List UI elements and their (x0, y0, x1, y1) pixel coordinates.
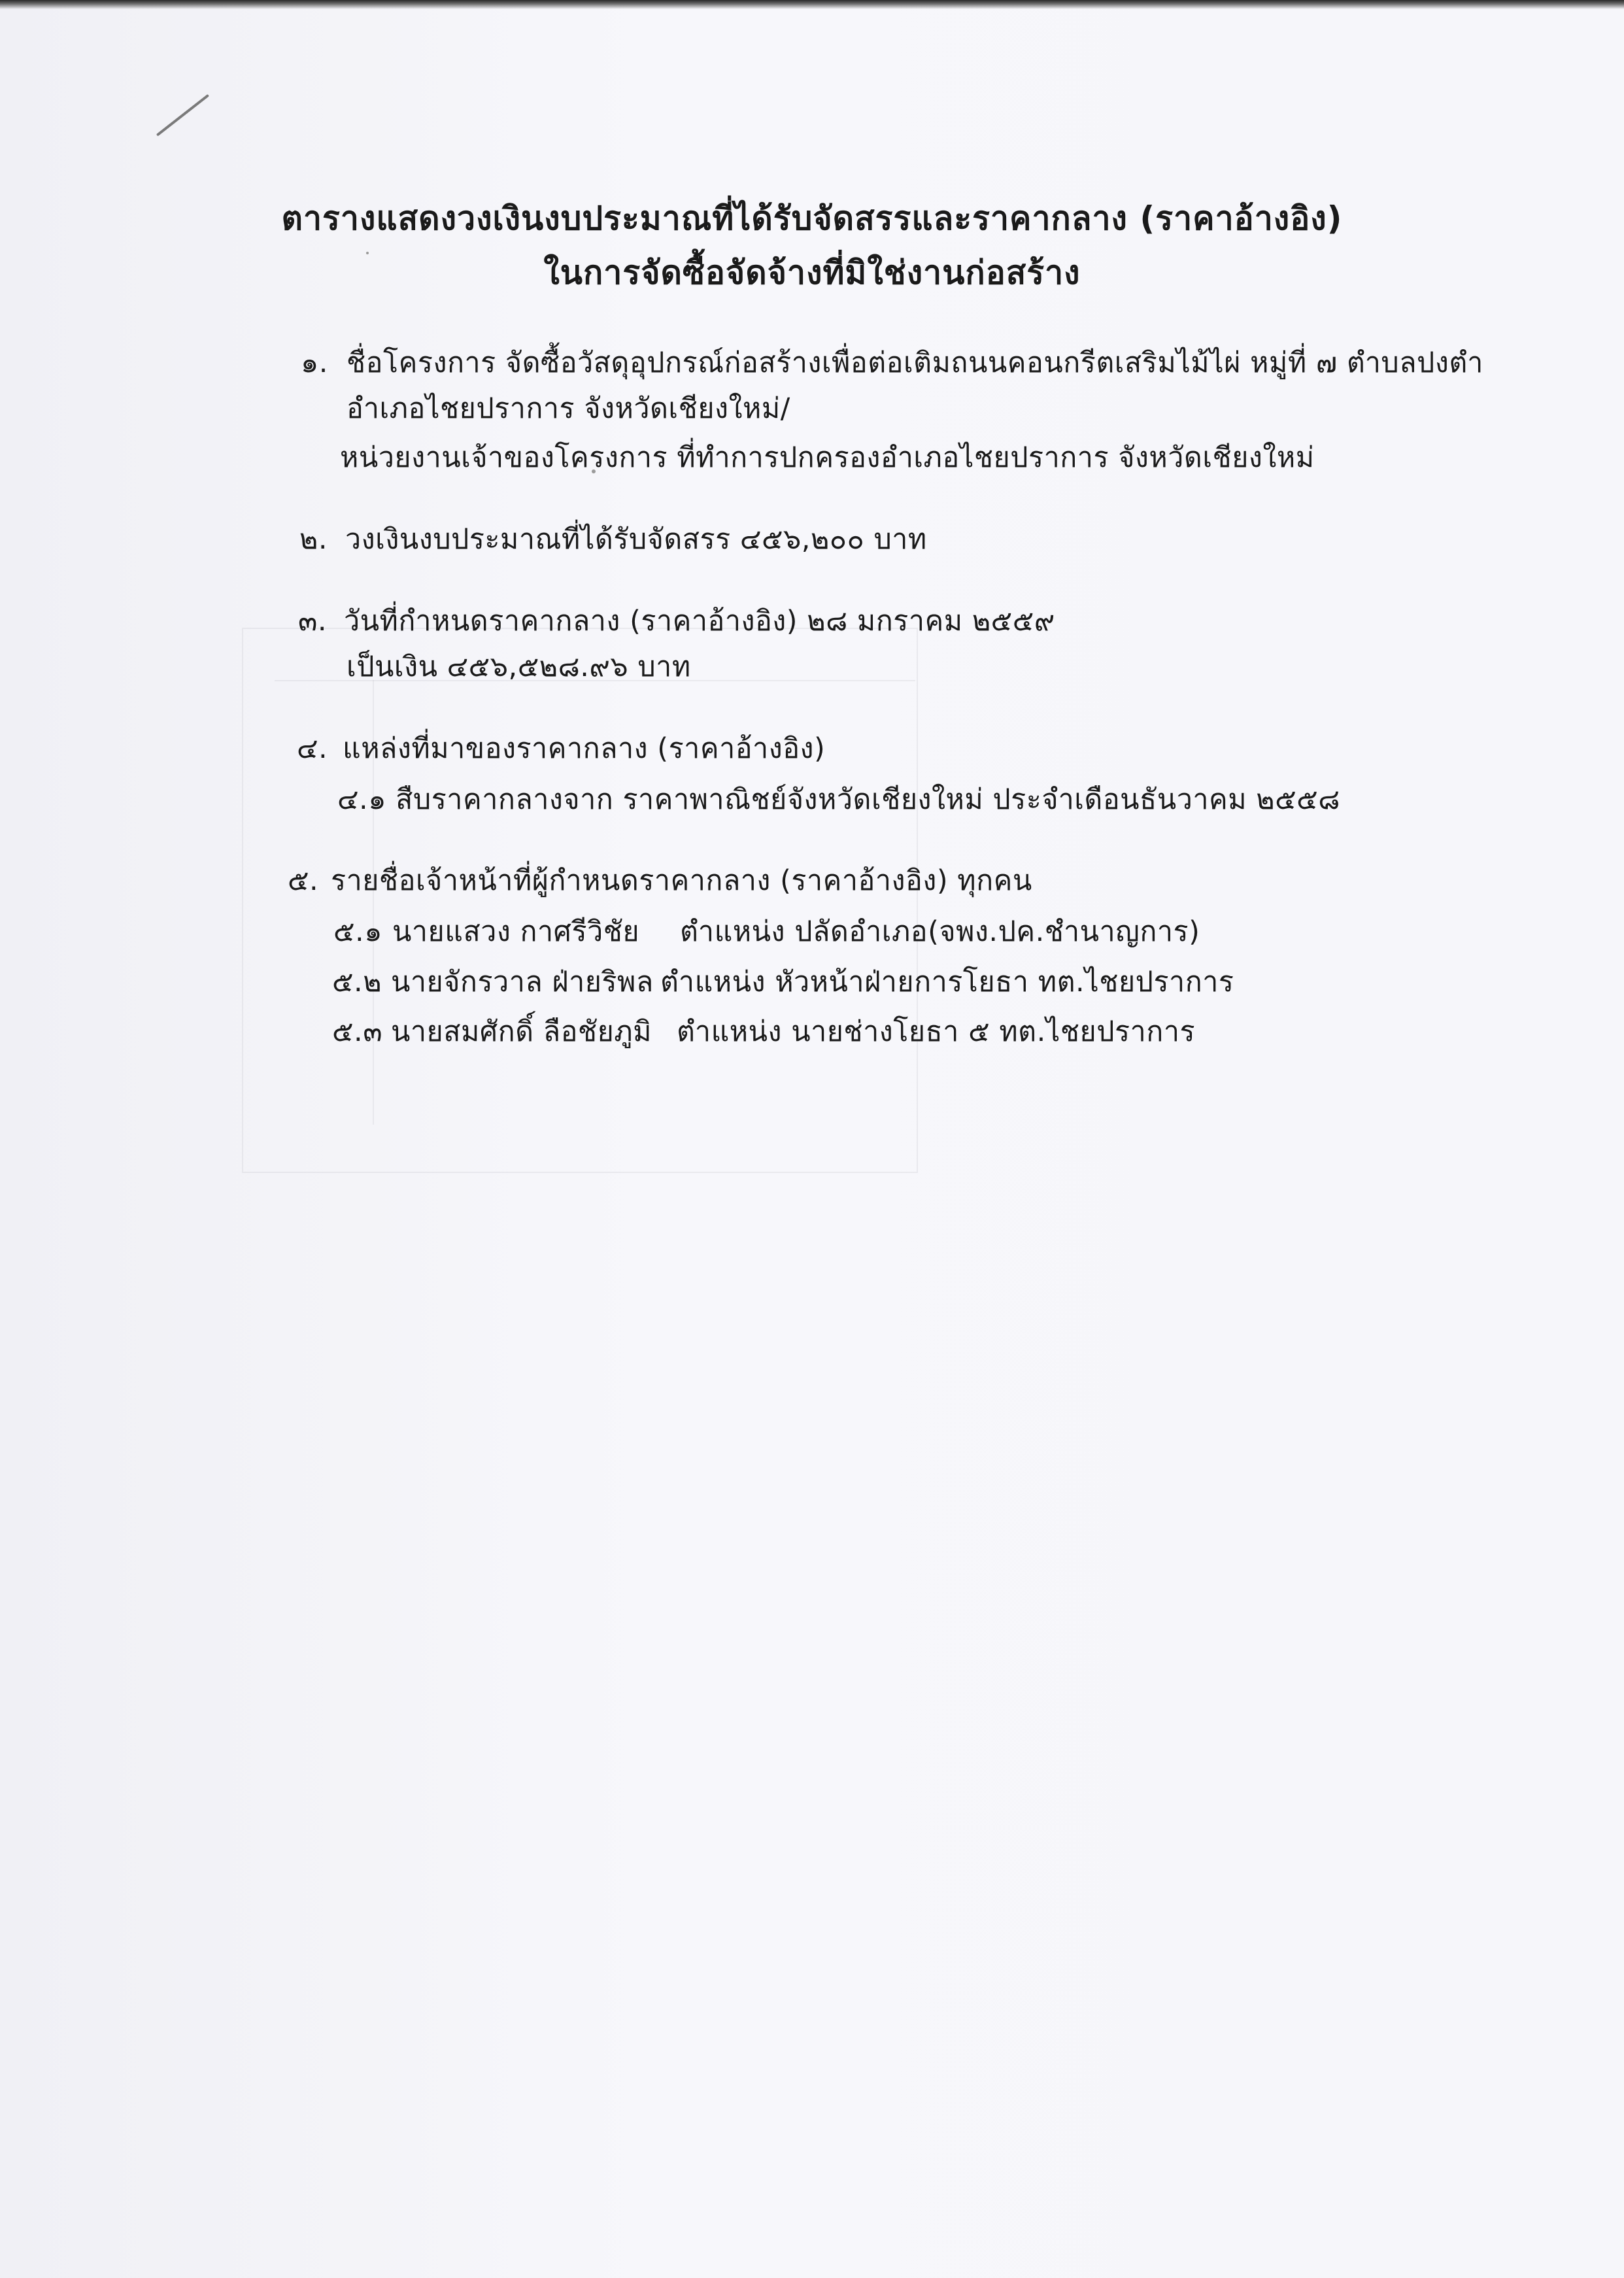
item1-number: ๑. (301, 347, 328, 379)
item4-number: ๔. (297, 732, 328, 765)
item5-number: ๕. (288, 864, 319, 897)
item4-text: แหล่งที่มาของราคากลาง (ราคาอ้างอิง) (343, 732, 826, 765)
item2-text: วงเงินงบประมาณที่ได้รับจัดสรร ๔๕๖,๒๐๐ บาท (345, 523, 927, 556)
item1-line3: หน่วยงานเจ้าของโครงการ ที่ทำการปกครองอำเภอไชยปราการ จังหวัดเชียงใหม่ (340, 441, 1315, 474)
item4-sub1: ๔.๑ สืบราคากลางจาก ราคาพาณิชย์จังหวัดเชียงใหม่ ประจำเดือนธันวาคม ๒๕๕๘ (337, 783, 1340, 816)
pen-mark (156, 94, 209, 137)
document-title-line2: ในการจัดซื้อจัดจ้างที่มิใช่งานก่อสร้าง (543, 254, 1081, 292)
person-name: นายจักรวาล ฝ่ายริพล (391, 966, 654, 998)
person-position: ตำแหน่ง หัวหน้าฝ่ายการโยธา ทต.ไชยปราการ (660, 966, 1234, 998)
person-number: ๕.๒ (332, 966, 382, 998)
scan-top-edge (0, 0, 1624, 9)
item2-number: ๒. (299, 523, 328, 556)
item3-line1: วันที่กำหนดราคากลาง (ราคาอ้างอิง) ๒๘ มกราคม ๒๕๕๙ (344, 605, 1055, 638)
item3-line2: เป็นเงิน ๔๕๖,๕๒๘.๙๖ บาท (347, 651, 691, 683)
person-name: นายสมศักดิ์ ลือชัยภูมิ (391, 1015, 652, 1048)
person-number: ๕.๑ (333, 915, 383, 948)
person-position: ตำแหน่ง นายช่างโยธา ๕ ทต.ไชยปราการ (677, 1015, 1196, 1048)
item1-line1: ชื่อโครงการ จัดซื้อวัสดุอุปกรณ์ก่อสร้างเพื่อต่อเติมถนนคอนกรีตเสริมไม้ไผ่ หมู่ที่ ๗ ตำบลปงตำ (347, 347, 1483, 379)
person-number: ๕.๓ (332, 1015, 383, 1048)
item5-text: รายชื่อเจ้าหน้าที่ผู้กำหนดราคากลาง (ราคาอ้างอิง) ทุกคน (331, 864, 1032, 897)
item1-line2: อำเภอไชยปราการ จังหวัดเชียงใหม่/ (347, 392, 790, 425)
document-title-line1: ตารางแสดงวงเงินงบประมาณที่ได้รับจัดสรรและราคากลาง (ราคาอ้างอิง) (281, 199, 1343, 237)
person-position: ตำแหน่ง ปลัดอำเภอ(จพง.ปค.ชำนาญการ) (680, 915, 1200, 948)
item3-number: ๓. (298, 605, 328, 638)
person-name: นายแสวง กาศรีวิชัย (392, 915, 640, 948)
